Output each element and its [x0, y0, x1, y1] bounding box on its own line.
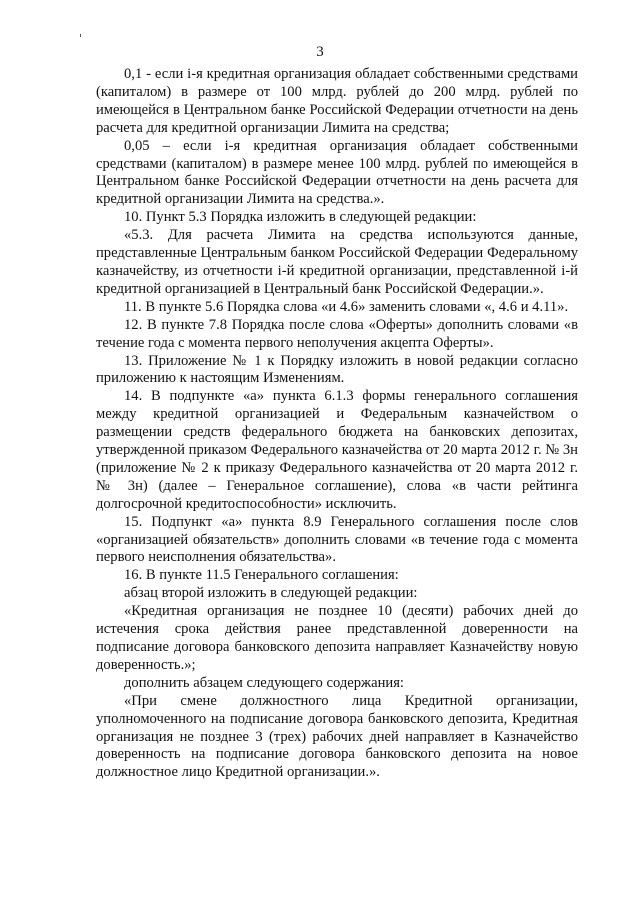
paragraph: 12. В пункте 7.8 Порядка после слова «Оферты» дополнить словами «в течение года с момента первого неполучения акцепта Оферты». [96, 316, 578, 351]
paragraph: 14. В подпункте «а» пункта 6.1.3 формы генерального соглашения между кредитной организацией и Федеральным казначейством о размещении средств федерального бюджета на банковских депозитах, утвержденной приказом Федерального казначейства от 20 марта 2012 г. № 3н (приложение № 2 к приказу Федерального казначейства от 20 марта 2012 г. № 3н) (далее – Генеральное соглашение), слова «в части рейтинга долгосрочной кредитоспособности» исключить. [96, 388, 578, 512]
paragraph: 10. Пункт 5.3 Порядка изложить в следующей редакции: [124, 209, 477, 226]
paragraph: 15. Подпункт «а» пункта 8.9 Генерального соглашения после слов «организацией обязательств» дополнить словами «в течение года с момента первого неисполнения обязательства». [96, 513, 578, 566]
page-number: 3 [316, 44, 324, 60]
paragraph: дополнить абзацем следующего содержания: [124, 674, 404, 691]
document-body [96, 66, 578, 782]
paragraph: абзац второй изложить в следующей редакции: [124, 585, 418, 602]
paragraph: 0,05 – если i-я кредитная организация обладает собственными средствами (капиталом) в размере менее 100 млрд. рублей по имеющейся в Центральном банке Российской Федерации отчетности на день расчета для кредитной организации Лимита на средства.». [96, 137, 578, 208]
paragraph: «5.3. Для расчета Лимита на средства используются данные, представленные Центральным банком Российской Федерации Федеральному казначейству, из отчетности i-й кредитной организации, представленной i-й кредитной организацией в Центральный банк Российской Федерации.». [96, 227, 578, 297]
paragraph: «При смене должностного лица Кредитной организации, уполномоченного на подписание договора банковского депозита, Кредитная организация не позднее 3 (трех) рабочих дней направляет в Казначейство доверенность на подписание договора банковского депозита на новое должностное лицо Кредитной организации.». [96, 692, 578, 781]
paragraph: «Кредитная организация не позднее 10 (десяти) рабочих дней до истечения срока действия ранее представленной доверенности на подписание договора банковского депозита направляет Казначейству новую доверенность.»; [96, 603, 578, 673]
paragraph: 0,1 - если i-я кредитная организация обладает собственными средствами (капиталом) в размере от 100 млрд. рублей до 200 млрд. рублей по имеющейся в Центральном банке Российской Федерации отчетности на день расчета для кредитной организации Лимита на средства; [96, 66, 578, 136]
paragraph: 16. В пункте 11.5 Генерального соглашения: [124, 567, 399, 584]
paragraph: 11. В пункте 5.6 Порядка слова «и 4.6» заменить словами «, 4.6 и 4.11». [124, 298, 569, 315]
scan-speck [80, 34, 81, 37]
paragraph: 13. Приложение № 1 к Порядку изложить в новой редакции согласно приложению к настоящим Изменениям. [96, 352, 578, 387]
